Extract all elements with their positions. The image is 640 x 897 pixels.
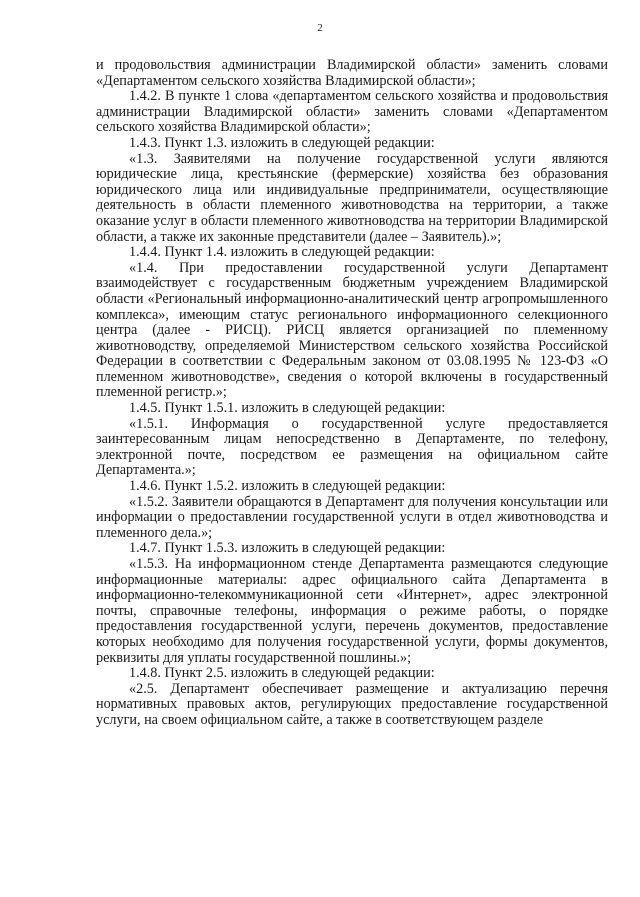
paragraph: и продовольствия администрации Владимирской области» заменить словами «Департаментом сельского хозяйства Владимирской области»; bbox=[96, 57, 608, 89]
paragraph: «1.5.2. Заявители обращаются в Департамент для получения консультации или информации о предоставлении государственной услуги в отдел животноводства и племенного дела.»; bbox=[96, 493, 608, 541]
paragraph: 1.4.6. Пункт 1.5.2. изложить в следующей редакции: bbox=[129, 478, 446, 495]
page-number: 2 bbox=[317, 22, 323, 34]
document-body bbox=[96, 58, 608, 729]
paragraph: «1.4. При предоставлении государственной услуги Департамент взаимодействует с государственным бюджетным учреждением Владимирской области «Региональный информационно-аналитический центр агропромышленного комплекса», имеющим статус регионального информационного селекционного центра (далее - РИСЦ). РИСЦ является организацией по племенному животноводству, определяемой Министерством сельского хозяйства Российской Федерации в соответствии с Федеральным законом от 03.08.1995 № 123-ФЗ «О племенном животноводстве», сведения о которой включены в государственный племенной регистр.»; bbox=[96, 259, 608, 401]
paragraph: «1.5.3. На информационном стенде Департамента размещаются следующие информационные материалы: адрес официального сайта Департамента в информационно-телекоммуникационной сети «Интернет», адрес электронной почты, справочные телефоны, информация о режиме работы, о порядке предоставления государственной услуги, перечень документов, предоставление которых необходимо для получения государственной услуги, формы документов, реквизиты для уплаты государственной пошлины.»; bbox=[96, 556, 608, 666]
paragraph: 1.4.8. Пункт 2.5. изложить в следующей редакции: bbox=[129, 665, 435, 682]
paragraph: 1.4.5. Пункт 1.5.1. изложить в следующей редакции: bbox=[129, 400, 446, 417]
paragraph: «1.5.1. Информация о государственной услуге предоставляется заинтересованным лицам непосредственно в Департаменте, по телефону, электронной почте, посредством ее размещения на официальном сайте Департамента.»; bbox=[96, 415, 608, 479]
paragraph: 1.4.2. В пункте 1 слова «департаментом сельского хозяйства и продовольствия администрации Владимирской области» заменить словами «Департаментом сельского хозяйства Владимирской области»; bbox=[96, 88, 608, 136]
paragraph: 1.4.7. Пункт 1.5.3. изложить в следующей редакции: bbox=[129, 540, 446, 557]
paragraph: «1.3. Заявителями на получение государственной услуги являются юридические лица, крестьянские (фермерские) хозяйства без образования юридического лица или индивидуальные предприниматели, осуществляющие деятельность в области племенного животноводства на территории, а также оказание услуг в области племенного животноводства на территории Владимирской области, а также их законные представители (далее – Заявитель).»; bbox=[96, 150, 608, 245]
paragraph: 1.4.4. Пункт 1.4. изложить в следующей редакции: bbox=[129, 244, 435, 261]
paragraph: 1.4.3. Пункт 1.3. изложить в следующей редакции: bbox=[129, 134, 435, 151]
paragraph: «2.5. Департамент обеспечивает размещение и актуализацию перечня нормативных правовых актов, регулирующих предоставление государственной услуги, на своем официальном сайте, а также в соответствующем разделе bbox=[96, 680, 608, 728]
